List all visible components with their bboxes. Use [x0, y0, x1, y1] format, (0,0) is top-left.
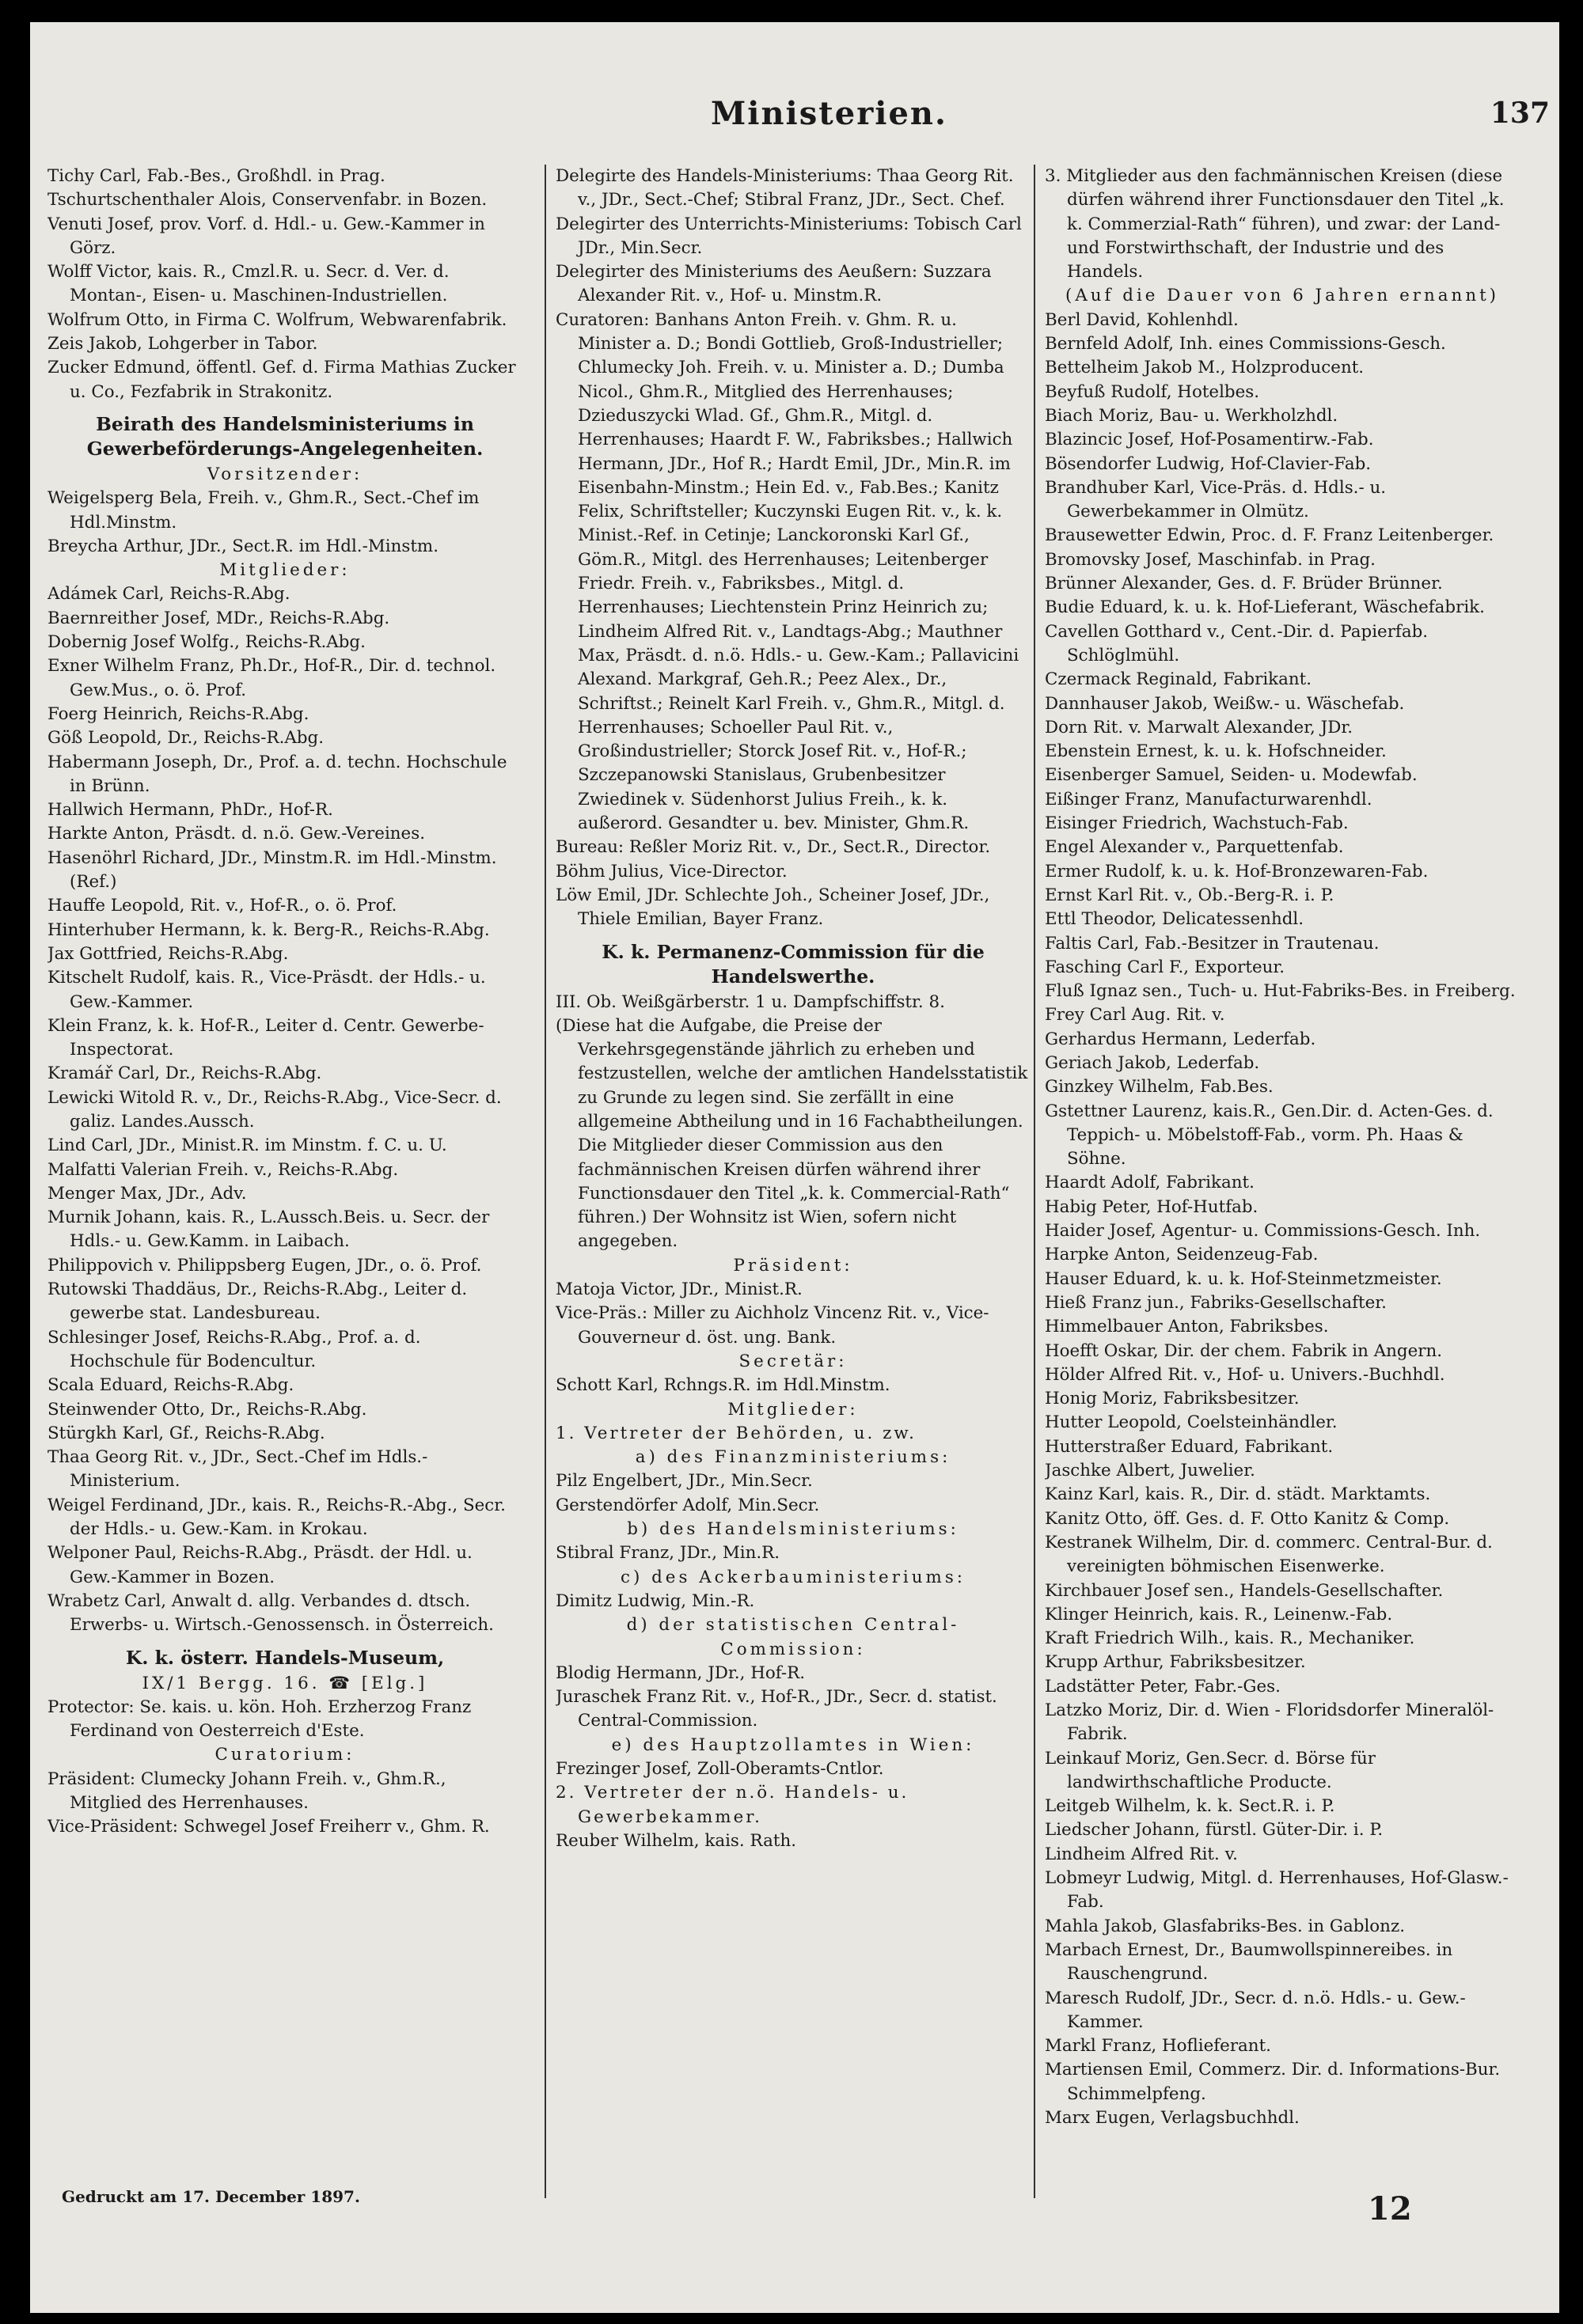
- directory-entry: Tichy Carl, Fab.-Bes., Großhdl. in Prag.: [47, 166, 385, 186]
- directory-entry: Biach Moriz, Bau- u. Werkholzhdl.: [1045, 405, 1338, 426]
- directory-entry: Klein Franz, k. k. Hof-R., Leiter d. Centr. Gewerbe-Inspectorat.: [47, 1015, 484, 1060]
- subheading: Mitglieder:: [727, 1399, 859, 1420]
- print-date: Gedruckt am 17. December 1897.: [62, 2187, 360, 2206]
- column-right: [1045, 165, 1520, 2222]
- column-middle: [556, 165, 1031, 2222]
- page-number: 137: [1490, 97, 1550, 130]
- column-left: [47, 165, 522, 2222]
- directory-entry: Beyfuß Rudolf, Hotelbes.: [1045, 381, 1260, 402]
- directory-entry: 1. Vertreter der Behörden, u. zw.: [556, 1423, 917, 1443]
- directory-entry: Harkte Anton, Präsdt. d. n.ö. Gew.-Vereines.: [47, 824, 425, 844]
- directory-entry: Bernfeld Adolf, Inh. eines Commissions-Gesch.: [1045, 334, 1446, 354]
- directory-entry: Marx Eugen, Verlagsbuchhdl.: [1045, 2108, 1300, 2129]
- directory-entry: Matoja Victor, JDr., Minist.R.: [556, 1280, 803, 1300]
- directory-entry: Budie Eduard, k. u. k. Hof-Lieferant, Wäschefabrik.: [1045, 597, 1485, 618]
- directory-entry: (Diese hat die Aufgabe, die Preise der Verkehrsgegenstände jährlich zu erheben und festzustellen, welche der amtlichen Handelsstatistik zu Grunde zu legen sind. Sie zerfällt in eine allgemeine Abtheilung und in 16 Fachabtheilungen. Die Mitglieder dieser Commission aus den fachmännischen Kreisen dürfen während ihrer Functionsdauer den Titel „k. k. Commercial-Rath“ führen.) Der Wohnsitz ist Wien, sofern nicht angegeben.: [556, 1015, 1028, 1252]
- directory-entry: Weigel Ferdinand, JDr., kais. R., Reichs-R.-Abg., Secr. der Hdls.- u. Gew.-Kam. in Krokau.: [47, 1495, 506, 1540]
- directory-entry: Pilz Engelbert, JDr., Min.Secr.: [556, 1471, 813, 1492]
- directory-entry: Frey Carl Aug. Rit. v.: [1045, 1005, 1225, 1026]
- directory-entry: Martiensen Emil, Commerz. Dir. d. Informations-Bur. Schimmelpfeng.: [1045, 2060, 1501, 2104]
- directory-entry: Stibral Franz, JDr., Min.R.: [556, 1543, 780, 1564]
- directory-entry: Bettelheim Jakob M., Holzproducent.: [1045, 358, 1365, 378]
- directory-entry: Steinwender Otto, Dr., Reichs-R.Abg.: [47, 1399, 367, 1420]
- directory-entry: Dobernig Josef Wolfg., Reichs-R.Abg.: [47, 632, 366, 653]
- section-heading: K. k. österr. Handels-Museum,: [125, 1646, 445, 1669]
- directory-entry: Bromovsky Josef, Maschinfab. in Prag.: [1045, 549, 1376, 570]
- directory-entry: Rutowski Thaddäus, Dr., Reichs-R.Abg., Leiter d. gewerbe stat. Landesbureau.: [47, 1280, 468, 1324]
- directory-entry: Latzko Moriz, Dir. d. Wien - Floridsdorfer Mineralöl-Fabrik.: [1045, 1700, 1494, 1745]
- directory-entry: Stürgkh Karl, Gf., Reichs-R.Abg.: [47, 1423, 325, 1443]
- directory-entry: Exner Wilhelm Franz, Ph.Dr., Hof-R., Dir. d. technol. Gew.Mus., o. ö. Prof.: [47, 656, 496, 700]
- directory-entry: Himmelbauer Anton, Fabriksbes.: [1045, 1317, 1329, 1337]
- column-divider: [545, 165, 546, 2198]
- directory-entry: Ladstätter Peter, Fabr.-Ges.: [1045, 1676, 1281, 1697]
- directory-entry: Ebenstein Ernest, k. u. k. Hofschneider.: [1045, 741, 1387, 762]
- directory-entry: Tschurtschenthaler Alois, Conservenfabr. in Bozen.: [47, 190, 488, 210]
- directory-entry: Wolff Victor, kais. R., Cmzl.R. u. Secr. d. Ver. d. Montan-, Eisen- u. Maschinen-Industriellen.: [47, 262, 450, 306]
- subheading: IX/1 Bergg. 16. ☎ [Elg.]: [142, 1673, 428, 1693]
- directory-entry: Ginzkey Wilhelm, Fab.Bes.: [1045, 1077, 1274, 1098]
- directory-entry: Hasenöhrl Richard, JDr., Minstm.R. im Hdl.-Minstm. (Ref.): [47, 847, 497, 893]
- directory-entry: Dimitz Ludwig, Min.-R.: [556, 1590, 755, 1611]
- directory-entry: Ernst Karl Rit. v., Ob.-Berg-R. i. P.: [1045, 885, 1334, 905]
- directory-entry: Markl Franz, Hoflieferant.: [1045, 2036, 1271, 2057]
- subheading: d) der statistischen Central-Commission:: [626, 1615, 960, 1659]
- directory-entry: Brausewetter Edwin, Proc. d. F. Franz Leitenberger.: [1045, 525, 1494, 546]
- subheading: (Auf die Dauer von 6 Jahren ernannt): [1065, 286, 1500, 306]
- directory-entry: Welponer Paul, Reichs-R.Abg., Präsdt. der Hdl. u. Gew.-Kammer in Bozen.: [47, 1543, 473, 1587]
- directory-entry: Kainz Karl, kais. R., Dir. d. städt. Marktamts.: [1045, 1484, 1431, 1505]
- directory-entry: Lobmeyr Ludwig, Mitgl. d. Herrenhauses, Hof-Glasw.-Fab.: [1045, 1868, 1509, 1913]
- directory-entry: 3. Mitglieder aus den fachmännischen Kreisen (diese dürfen während ihrer Functionsdauer den Titel „k. k. Commerzial-Rath“ führen), und zwar: der Land- und Forstwirthschaft, der Industrie und des Handels.: [1045, 166, 1505, 282]
- directory-entry: Blazincic Josef, Hof-Posamentirw.-Fab.: [1045, 430, 1374, 450]
- directory-entry: Breycha Arthur, JDr., Sect.R. im Hdl.-Minstm.: [47, 536, 438, 556]
- directory-entry: Hauffe Leopold, Rit. v., Hof-R., o. ö. Prof.: [47, 896, 397, 916]
- directory-entry: Brünner Alexander, Ges. d. F. Brüder Brünner.: [1045, 574, 1443, 594]
- directory-entry: Harpke Anton, Seidenzeug-Fab.: [1045, 1245, 1319, 1265]
- directory-entry: Eisenberger Samuel, Seiden- u. Modewfab.: [1045, 765, 1418, 786]
- directory-entry: Lind Carl, JDr., Minist.R. im Minstm. f. C. u. U.: [47, 1135, 447, 1156]
- subheading: Mitglieder:: [219, 560, 351, 581]
- directory-entry: Hinterhuber Hermann, k. k. Berg-R., Reichs-R.Abg.: [47, 919, 490, 940]
- directory-entry: Bureau: Reßler Moriz Rit. v., Dr., Sect.R., Director.: [556, 837, 991, 858]
- directory-entry: Baernreither Josef, MDr., Reichs-R.Abg.: [47, 608, 390, 628]
- directory-entry: Scala Eduard, Reichs-R.Abg.: [47, 1375, 294, 1396]
- subheading: Präsident:: [733, 1255, 853, 1276]
- subheading: Vorsitzender:: [207, 464, 363, 484]
- directory-entry: Hutter Leopold, Coelsteinhändler.: [1045, 1412, 1338, 1433]
- directory-entry: Ettl Theodor, Delicatessenhdl.: [1045, 909, 1304, 930]
- directory-entry: Maresch Rudolf, JDr., Secr. d. n.ö. Hdls.- u. Gew.-Kammer.: [1045, 1988, 1466, 2032]
- directory-entry: Kirchbauer Josef sen., Handels-Gesellschafter.: [1045, 1580, 1444, 1601]
- directory-entry: Kitschelt Rudolf, kais. R., Vice-Präsdt. der Hdls.- u. Gew.-Kammer.: [47, 968, 486, 1012]
- directory-entry: Zeis Jakob, Lohgerber in Tabor.: [47, 334, 318, 354]
- directory-entry: Thaa Georg Rit. v., JDr., Sect.-Chef im Hdls.-Ministerium.: [47, 1447, 428, 1492]
- directory-entry: Delegirter des Unterrichts-Ministeriums: Tobisch Carl JDr., Min.Secr.: [556, 214, 1022, 258]
- directory-entry: Frezinger Josef, Zoll-Oberamts-Cntlor.: [556, 1759, 884, 1779]
- directory-entry: Murnik Johann, kais. R., L.Aussch.Beis. u. Secr. der Hdls.- u. Gew.Kamm. in Laibach.: [47, 1207, 490, 1252]
- directory-entry: Kramář Carl, Dr., Reichs-R.Abg.: [47, 1063, 322, 1084]
- directory-entry: Leinkauf Moriz, Gen.Secr. d. Börse für landwirthschaftliche Producte.: [1045, 1748, 1376, 1792]
- directory-entry: Bösendorfer Ludwig, Hof-Clavier-Fab.: [1045, 453, 1372, 474]
- directory-entry: Berl David, Kohlenhdl.: [1045, 309, 1239, 330]
- directory-entry: Cavellen Gotthard v., Cent.-Dir. d. Papierfab. Schlöglmühl.: [1045, 621, 1429, 665]
- directory-entry: Schlesinger Josef, Reichs-R.Abg., Prof. a. d. Hochschule für Bodencultur.: [47, 1327, 421, 1371]
- directory-entry: Habermann Joseph, Dr., Prof. a. d. techn. Hochschule in Brünn.: [47, 752, 507, 796]
- directory-entry: Geriach Jakob, Lederfab.: [1045, 1052, 1260, 1073]
- subheading: Curatorium:: [214, 1745, 355, 1765]
- directory-entry: Eisinger Friedrich, Wachstuch-Fab.: [1045, 813, 1349, 834]
- directory-entry: III. Ob. Weißgärberstr. 1 u. Dampfschiffstr. 8.: [556, 991, 945, 1012]
- directory-entry: Krupp Arthur, Fabriksbesitzer.: [1045, 1652, 1306, 1673]
- directory-entry: Mahla Jakob, Glasfabriks-Bes. in Gablonz.: [1045, 1916, 1406, 1936]
- directory-entry: Hoefft Oskar, Dir. der chem. Fabrik in Angern.: [1045, 1340, 1443, 1361]
- directory-entry: Philippovich v. Philippsberg Eugen, JDr., o. ö. Prof.: [47, 1255, 482, 1276]
- directory-entry: Marbach Ernest, Dr., Baumwollspinnereibes. in Rauschengrund.: [1045, 1939, 1453, 1985]
- section-heading: Beirath des Handelsministeriums in Gewerbeförderungs-Angelegenheiten.: [86, 412, 484, 460]
- directory-entry: Delegirte des Handels-Ministeriums: Thaa Georg Rit. v., JDr., Sect.-Chef; Stibral Franz, JDr., Sect. Chef.: [556, 166, 1014, 210]
- directory-entry: Kraft Friedrich Wilh., kais. R., Mechaniker.: [1045, 1628, 1415, 1649]
- directory-entry: Wrabetz Carl, Anwalt d. allg. Verbandes d. dtsch. Erwerbs- u. Wirtsch.-Genossensch. in Österreich.: [47, 1590, 494, 1636]
- directory-entry: Honig Moriz, Fabriksbesitzer.: [1045, 1389, 1300, 1409]
- directory-entry: Klinger Heinrich, kais. R., Leinenw.-Fab.: [1045, 1604, 1393, 1625]
- directory-entry: Schott Karl, Rchngs.R. im Hdl.Minstm.: [556, 1375, 890, 1396]
- directory-entry: Brandhuber Karl, Vice-Präs. d. Hdls.- u. Gewerbekammer in Olmütz.: [1045, 477, 1387, 522]
- directory-entry: Liedscher Johann, fürstl. Güter-Dir. i. P.: [1045, 1820, 1384, 1841]
- directory-entry: Dannhauser Jakob, Weißw.- u. Wäschefab.: [1045, 693, 1405, 714]
- directory-entry: 2. Vertreter der n.ö. Handels- u. Gewerbekammer.: [556, 1783, 909, 1827]
- directory-entry: Gerstendörfer Adolf, Min.Secr.: [556, 1495, 820, 1515]
- directory-entry: Habig Peter, Hof-Hutfab.: [1045, 1196, 1258, 1217]
- directory-entry: Hölder Alfred Rit. v., Hof- u. Univers.-Buchhdl.: [1045, 1364, 1445, 1385]
- directory-entry: Hutterstraßer Eduard, Fabrikant.: [1045, 1436, 1334, 1457]
- directory-entry: Fluß Ignaz sen., Tuch- u. Hut-Fabriks-Bes. in Freiberg.: [1045, 981, 1516, 1002]
- directory-entry: Gerhardus Hermann, Lederfab.: [1045, 1029, 1316, 1049]
- subheading: e) des Hauptzollamtes in Wien:: [611, 1734, 975, 1755]
- directory-entry: Adámek Carl, Reichs-R.Abg.: [47, 584, 290, 605]
- directory-entry: Eißinger Franz, Manufacturwarenhdl.: [1045, 789, 1372, 809]
- directory-entry: Fasching Carl F., Exporteur.: [1045, 957, 1285, 977]
- directory-entry: Löw Emil, JDr. Schlechte Joh., Scheiner Josef, JDr., Thiele Emilian, Bayer Franz.: [556, 885, 990, 930]
- directory-entry: Reuber Wilhelm, kais. Rath.: [556, 1830, 797, 1851]
- subheading: Secretär:: [738, 1351, 848, 1371]
- directory-entry: Kestranek Wilhelm, Dir. d. commerc. Central-Bur. d. vereinigten böhmischen Eisenwerke.: [1045, 1532, 1493, 1577]
- directory-entry: Menger Max, JDr., Adv.: [47, 1183, 247, 1204]
- column-divider: [1034, 165, 1035, 2198]
- directory-entry: Präsident: Clumecky Johann Freih. v., Ghm.R., Mitglied des Herrenhauses.: [47, 1769, 446, 1813]
- directory-entry: Curatoren: Banhans Anton Freih. v. Ghm. R. u. Minister a. D.; Bondi Gottlieb, Groß-Industrieller; Chlumecky Joh. Freih. v. u. Minister a. D.; Dumba Nicol., Ghm.R., Mitglied des Herrenhauses; Dzieduszycki Wlad. Gf., Ghm.R., Mitgl. d. Herrenhauses; Haardt F. W., Fabriksbes.; Hallwich Hermann, JDr., Hof R.; Hardt Emil, JDr., Min.R. im Eisenbahn-Minstm.; Hein Ed. v., Fab.Bes.; Kanitz Felix, Schriftsteller; Kuczynski Eugen Rit. v., k. k. Minist.-Ref. in Cetinje; Lanckoronski Karl Gf., Göm.R., Mitgl. des Herrenhauses; Leitenberger Friedr. Freih. v., Fabriksbes., Mitgl. d. Herrenhauses; Liechtenstein Prinz Heinrich zu; Lindheim Alfred Rit. v., Landtags-Abg.; Mauthner Max, Präsdt. d. n.ö. Hdls.- u. Gew.-Kam.; Pallavicini Alexand. Markgraf, Geh.R.; Peez Alex., Dr., Schriftst.; Reinelt Karl Freih. v., Ghm.R., Mitgl. d. Herrenhauses; Schoeller Paul Rit. v., Großindustrieller; Storck Josef Rit. v., Hof-R.; Szczepanowski Stanislaus, Grubenbesitzer Zwiedinek v. Südenhorst Julius Freih., k. k. außerord. Gesandter u. bev. Minister, Ghm.R.: [556, 309, 1019, 834]
- directory-entry: Göß Leopold, Dr., Reichs-R.Abg.: [47, 728, 325, 749]
- directory-entry: Protector: Se. kais. u. kön. Hoh. Erzherzog Franz Ferdinand von Oesterreich d'Este.: [47, 1697, 472, 1742]
- directory-entry: Jax Gottfried, Reichs-R.Abg.: [47, 943, 289, 964]
- directory-entry: Czermack Reginald, Fabrikant.: [1045, 669, 1312, 690]
- directory-entry: Hallwich Hermann, PhDr., Hof-R.: [47, 800, 333, 821]
- directory-entry: Vice-Präsident: Schwegel Josef Freiherr v., Ghm. R.: [47, 1817, 490, 1837]
- directory-entry: Faltis Carl, Fab.-Besitzer in Trautenau.: [1045, 933, 1380, 953]
- directory-entry: Foerg Heinrich, Reichs-R.Abg.: [47, 703, 309, 724]
- directory-entry: Jaschke Albert, Juwelier.: [1045, 1461, 1255, 1481]
- subheading: b) des Handelsministeriums:: [627, 1519, 959, 1540]
- directory-entry: Kanitz Otto, öff. Ges. d. F. Otto Kanitz & Comp.: [1045, 1508, 1450, 1529]
- subheading: c) des Ackerbauministeriums:: [620, 1567, 966, 1587]
- directory-entry: Dorn Rit. v. Marwalt Alexander, JDr.: [1045, 717, 1353, 737]
- section-heading: K. k. Permanenz-Commission für die Handelswerthe.: [602, 940, 985, 988]
- directory-entry: Lindheim Alfred Rit. v.: [1045, 1844, 1238, 1864]
- directory-entry: Hieß Franz jun., Fabriks-Gesellschafter.: [1045, 1292, 1387, 1313]
- directory-entry: Haider Josef, Agentur- u. Commissions-Gesch. Inh.: [1045, 1221, 1481, 1242]
- directory-entry: Haardt Adolf, Fabrikant.: [1045, 1173, 1255, 1193]
- directory-entry: Venuti Josef, prov. Vorf. d. Hdl.- u. Gew.-Kammer in Görz.: [47, 214, 485, 258]
- directory-entry: Malfatti Valerian Freih. v., Reichs-R.Abg.: [47, 1159, 399, 1180]
- directory-entry: Engel Alexander v., Parquettenfab.: [1045, 837, 1344, 858]
- directory-entry: Böhm Julius, Vice-Director.: [556, 861, 788, 881]
- page-title: Ministerien.: [711, 95, 947, 132]
- subheading: a) des Finanzministeriums:: [635, 1447, 951, 1468]
- directory-entry: Blodig Hermann, JDr., Hof-R.: [556, 1662, 806, 1683]
- directory-entry: Gstettner Laurenz, kais.R., Gen.Dir. d. Acten-Ges. d. Teppich- u. Möbelstoff-Fab., vorm. Ph. Haas & Söhne.: [1045, 1101, 1494, 1170]
- directory-entry: Hauser Eduard, k. u. k. Hof-Steinmetzmeister.: [1045, 1268, 1442, 1289]
- directory-entry: Weigelsperg Bela, Freih. v., Ghm.R., Sect.-Chef im Hdl.Minstm.: [47, 488, 480, 533]
- directory-entry: Delegirter des Ministeriums des Aeußern: Suzzara Alexander Rit. v., Hof- u. Minstm.R.: [556, 262, 992, 306]
- sheet-signature: 12: [1368, 2190, 1412, 2227]
- directory-entry: Wolfrum Otto, in Firma C. Wolfrum, Webwarenfabrik.: [47, 309, 507, 330]
- directory-entry: Vice-Präs.: Miller zu Aichholz Vincenz Rit. v., Vice-Gouverneur d. öst. ung. Bank.: [556, 1303, 989, 1348]
- directory-entry: Leitgeb Wilhelm, k. k. Sect.R. i. P.: [1045, 1796, 1335, 1817]
- directory-entry: Ermer Rudolf, k. u. k. Hof-Bronzewaren-Fab.: [1045, 861, 1429, 881]
- directory-entry: Juraschek Franz Rit. v., Hof-R., JDr., Secr. d. statist. Central-Commission.: [556, 1687, 997, 1731]
- directory-entry: Lewicki Witold R. v., Dr., Reichs-R.Abg., Vice-Secr. d. galiz. Landes.Aussch.: [47, 1087, 502, 1132]
- page: [30, 22, 1559, 2313]
- directory-entry: Zucker Edmund, öffentl. Gef. d. Firma Mathias Zucker u. Co., Fezfabrik in Strakonitz.: [47, 358, 516, 402]
